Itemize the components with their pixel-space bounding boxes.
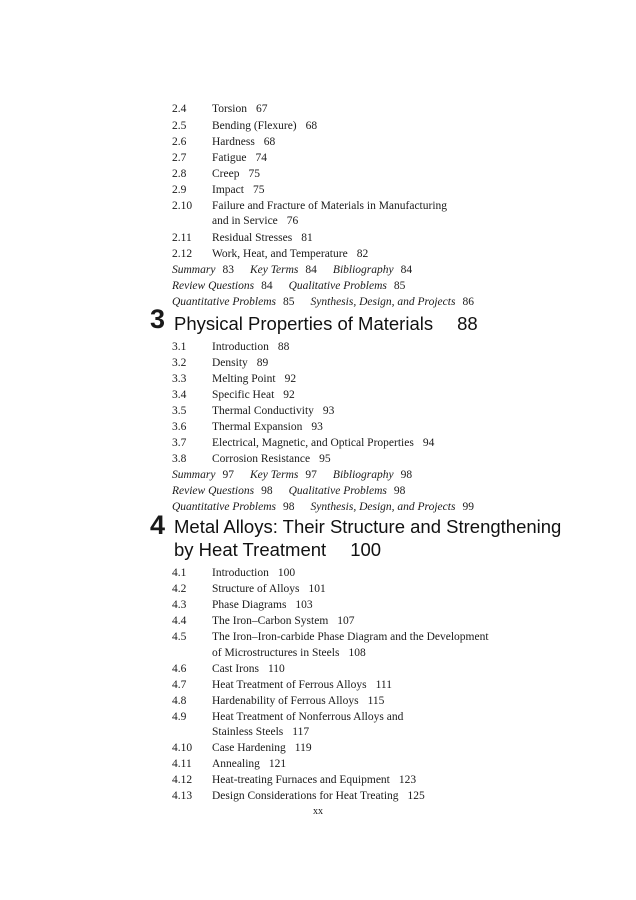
quantitative-problems-label: Quantitative Problems [172, 296, 277, 308]
section-title: Design Considerations for Heat Treating [212, 790, 399, 802]
section-title: Bending (Flexure) [212, 120, 297, 132]
page-number-footer: xx [313, 806, 323, 817]
chapter-2-endmatter-line-3 [172, 294, 474, 310]
toc-entry-3-3 [172, 371, 296, 387]
key-terms-label: Key Terms [249, 264, 299, 276]
quantitative-problems-page: 85 [283, 296, 295, 308]
toc-entry-2-9 [172, 182, 264, 198]
section-title: Creep [212, 168, 240, 180]
toc-entry-4-2 [172, 581, 326, 597]
section-title: Residual Stresses [212, 232, 293, 244]
section-number: 4.11 [172, 758, 192, 770]
section-title: Heat-treating Furnaces and Equipment [212, 774, 390, 786]
section-page: 75 [248, 168, 260, 180]
section-number: 2.10 [172, 200, 193, 212]
section-page: 107 [337, 615, 355, 627]
quantitative-problems-label: Quantitative Problems [172, 501, 277, 513]
section-number: 4.3 [172, 599, 187, 611]
section-page: 89 [256, 357, 269, 369]
section-number: 4.5 [172, 631, 187, 643]
toc-entry-4-13 [172, 788, 425, 804]
section-number: 2.7 [172, 152, 187, 164]
section-page: 121 [268, 758, 287, 770]
toc-entry-4-12 [172, 772, 416, 788]
section-title: Fatigue [212, 152, 247, 164]
summary-page: 97 [222, 469, 234, 481]
section-number: 4.12 [172, 774, 193, 786]
section-title: The Iron–Iron-carbide Phase Diagram and the Development [212, 631, 489, 643]
section-title: The Iron–Carbon System [212, 615, 329, 627]
section-page: 110 [267, 663, 285, 675]
section-number: 4.6 [172, 663, 187, 675]
chapter-title-text: Physical Properties of Materials [174, 313, 434, 334]
chapter-2-endmatter-line-2 [172, 278, 405, 294]
summary-page: 83 [222, 264, 234, 276]
section-page: 74 [255, 152, 267, 164]
section-title: Hardenability of Ferrous Alloys [212, 695, 359, 707]
toc-entry-4-11 [172, 756, 286, 772]
section-page: 119 [294, 742, 312, 754]
section-number: 2.6 [172, 136, 187, 148]
toc-entry-2-10-continued [212, 213, 298, 229]
key-terms-page: 97 [305, 469, 317, 481]
section-number: 4.2 [172, 583, 187, 595]
qualitative-problems-page: 98 [393, 485, 406, 497]
section-page: 93 [311, 421, 323, 433]
toc-entry-3-2 [172, 355, 268, 371]
section-title: Specific Heat [212, 389, 275, 401]
section-title: Impact [212, 184, 244, 196]
section-page: 111 [375, 679, 393, 691]
section-number: 3.3 [172, 373, 187, 385]
section-number: 2.4 [172, 103, 187, 115]
toc-entry-2-11 [172, 230, 313, 246]
section-number: 2.5 [172, 120, 187, 132]
bibliography-page: 98 [400, 469, 413, 481]
section-title: Thermal Conductivity [212, 405, 314, 417]
toc-entry-4-5-continued [212, 645, 366, 661]
toc-entry-3-4 [172, 387, 295, 403]
section-page: 68 [305, 120, 318, 132]
synthesis-page: 99 [462, 501, 474, 513]
section-number: 3.2 [172, 357, 187, 369]
section-page: 94 [422, 437, 435, 449]
bibliography-page: 84 [400, 264, 413, 276]
section-number: 2.12 [172, 248, 193, 260]
synthesis-page: 86 [462, 296, 474, 308]
section-number: 4.10 [172, 742, 193, 754]
toc-entry-2-4 [172, 101, 267, 117]
toc-entry-3-5 [172, 403, 334, 419]
section-title: Introduction [212, 567, 269, 579]
synthesis-label: Synthesis, Design, and Projects [310, 501, 456, 513]
toc-entry-4-8 [172, 693, 384, 709]
section-page: 103 [295, 599, 313, 611]
section-title: Structure of Alloys [212, 583, 300, 595]
section-number: 3.1 [172, 341, 187, 353]
section-page: 125 [407, 790, 425, 802]
qualitative-problems-page: 85 [393, 280, 406, 292]
toc-entry-4-4 [172, 613, 355, 629]
chapter-title-line-2 [174, 539, 381, 561]
section-title: Melting Point [212, 373, 276, 385]
toc-entry-4-9-continued [212, 724, 309, 740]
chapter-2-endmatter-line-1 [172, 262, 412, 278]
section-number: 4.8 [172, 695, 187, 707]
section-title: Electrical, Magnetic, and Optical Properties [212, 437, 414, 449]
section-title: Thermal Expansion [212, 421, 303, 433]
chapter-page: 100 [350, 539, 382, 560]
section-title: Heat Treatment of Nonferrous Alloys and [212, 711, 404, 723]
section-number: 3.7 [172, 437, 187, 449]
toc-entry-4-3 [172, 597, 313, 613]
toc-entry-3-8 [172, 451, 331, 467]
summary-label: Summary [172, 264, 216, 276]
section-page: 93 [322, 405, 335, 417]
section-page: 67 [255, 103, 268, 115]
section-page: 117 [292, 726, 310, 738]
section-title: Case Hardening [212, 742, 286, 754]
chapter-page: 88 [457, 313, 478, 334]
toc-entry-4-9 [172, 709, 403, 725]
toc-entry-3-7 [172, 435, 434, 451]
section-title: Failure and Fracture of Materials in Manufacturing [212, 200, 448, 212]
qualitative-problems-label: Qualitative Problems [288, 485, 387, 497]
section-title: Corrosion Resistance [212, 453, 311, 465]
chapter-title-text: by Heat Treatment [174, 539, 327, 560]
section-page: 95 [319, 453, 331, 465]
section-number: 4.4 [172, 615, 187, 627]
section-page: 100 [277, 567, 296, 579]
toc-entry-2-8 [172, 166, 260, 182]
synthesis-label: Synthesis, Design, and Projects [310, 296, 456, 308]
section-title-continued: Stainless Steels [212, 726, 284, 738]
section-page: 88 [277, 341, 290, 353]
chapter-number: 3 [150, 304, 166, 334]
toc-entry-4-6 [172, 661, 285, 677]
section-page: 68 [263, 136, 276, 148]
section-number: 3.5 [172, 405, 187, 417]
summary-label: Summary [172, 469, 216, 481]
toc-entry-3-1 [172, 339, 289, 355]
review-questions-label: Review Questions [172, 485, 255, 497]
section-page: 123 [398, 774, 417, 786]
section-title: Phase Diagrams [212, 599, 287, 611]
toc-entry-4-5 [172, 629, 489, 645]
section-number: 3.6 [172, 421, 187, 433]
bibliography-label: Bibliography [332, 469, 394, 481]
section-number: 4.7 [172, 679, 187, 691]
section-page: 108 [348, 647, 366, 659]
section-title: Annealing [212, 758, 260, 770]
section-title: Work, Heat, and Temperature [212, 248, 348, 260]
toc-entry-2-12 [172, 246, 368, 262]
section-page: 82 [356, 248, 369, 260]
section-number: 4.1 [172, 567, 187, 579]
section-title: Hardness [212, 136, 255, 148]
section-number: 4.9 [172, 711, 187, 723]
section-title: Heat Treatment of Ferrous Alloys [212, 679, 367, 691]
qualitative-problems-label: Qualitative Problems [288, 280, 387, 292]
section-page: 115 [367, 695, 385, 707]
section-title: Density [212, 357, 248, 369]
chapter-3-endmatter-line-1 [172, 467, 412, 483]
toc-entry-2-7 [172, 150, 267, 166]
section-number: 2.9 [172, 184, 187, 196]
toc-entry-3-6 [172, 419, 323, 435]
quantitative-problems-page: 98 [283, 501, 295, 513]
section-number: 2.8 [172, 168, 187, 180]
toc-entry-2-10 [172, 198, 447, 214]
section-number: 4.13 [172, 790, 193, 802]
section-page: 101 [308, 583, 326, 595]
chapter-3-endmatter-line-3 [172, 499, 474, 515]
toc-entry-4-10 [172, 740, 312, 756]
review-questions-page: 84 [261, 280, 273, 292]
section-number: 3.8 [172, 453, 187, 465]
toc-entry-4-1 [172, 565, 295, 581]
chapter-3-endmatter-line-2 [172, 483, 405, 499]
review-questions-page: 98 [261, 485, 273, 497]
section-page: 76 [286, 215, 299, 227]
toc-entry-2-6 [172, 134, 275, 150]
section-number: 2.11 [172, 232, 192, 244]
chapter-title-line-1: Metal Alloys: Their Structure and Strengthening [174, 516, 562, 537]
bibliography-label: Bibliography [332, 264, 394, 276]
section-page: 92 [283, 389, 295, 401]
chapter-number: 4 [150, 510, 166, 540]
key-terms-label: Key Terms [249, 469, 299, 481]
toc-entry-2-5 [172, 118, 317, 134]
section-title-continued: of Microstructures in Steels [212, 647, 340, 659]
key-terms-page: 84 [305, 264, 317, 276]
section-title: Torsion [212, 103, 247, 115]
section-page: 75 [252, 184, 265, 196]
chapter-title [174, 313, 478, 335]
section-title-continued: and in Service [212, 215, 278, 227]
section-title: Cast Irons [212, 663, 259, 675]
section-page: 92 [284, 373, 297, 385]
section-page: 81 [301, 232, 313, 244]
review-questions-label: Review Questions [172, 280, 255, 292]
section-title: Introduction [212, 341, 269, 353]
section-number: 3.4 [172, 389, 187, 401]
toc-entry-4-7 [172, 677, 392, 693]
